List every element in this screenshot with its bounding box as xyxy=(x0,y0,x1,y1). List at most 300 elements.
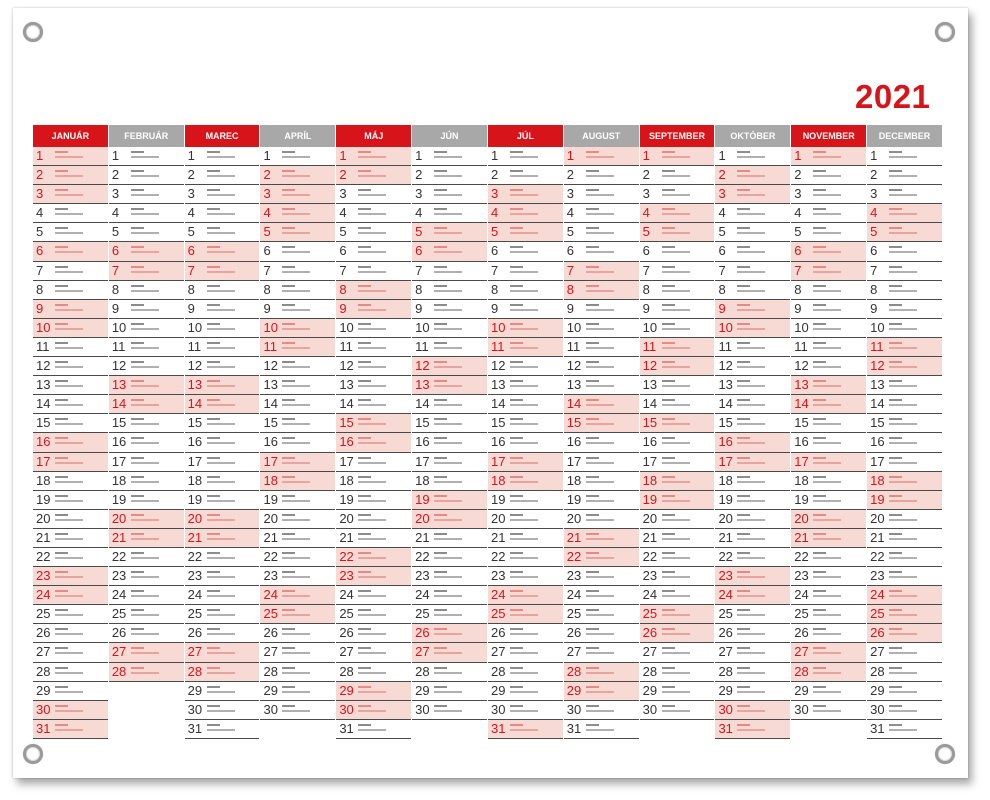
day-cell xyxy=(412,643,487,662)
weekday-nameday-text xyxy=(282,226,332,239)
month-column xyxy=(791,125,867,739)
month-header: AUGUST xyxy=(564,125,639,147)
day-number: 23 xyxy=(263,568,278,584)
weekday-nameday-text xyxy=(889,589,939,602)
weekday-nameday-text xyxy=(662,303,712,316)
day-cell xyxy=(715,147,790,166)
day-number: 16 xyxy=(36,434,51,450)
weekday-nameday-text xyxy=(434,284,484,297)
day-number: 18 xyxy=(566,472,582,488)
day-cell xyxy=(109,663,184,682)
day-cell xyxy=(867,223,942,242)
day-number: 5 xyxy=(36,224,44,240)
day-cell xyxy=(564,605,639,624)
weekday-nameday-text xyxy=(207,207,257,220)
weekday-nameday-text xyxy=(55,608,105,621)
empty-day-cell xyxy=(791,720,866,739)
weekday-nameday-text xyxy=(358,150,408,163)
weekday-nameday-text xyxy=(586,226,636,239)
day-cell xyxy=(640,567,715,586)
day-number: 7 xyxy=(870,262,878,278)
grommet-icon xyxy=(23,22,43,42)
day-number: 17 xyxy=(870,453,885,469)
weekday-nameday-text xyxy=(207,436,257,449)
day-cell xyxy=(791,300,866,319)
weekday-nameday-text xyxy=(586,685,636,698)
day-number: 26 xyxy=(870,625,885,641)
day-cell xyxy=(185,701,260,720)
day-cell xyxy=(715,166,790,185)
day-number: 29 xyxy=(36,682,51,698)
day-number: 28 xyxy=(187,663,203,679)
weekday-nameday-text xyxy=(55,456,105,469)
day-cell xyxy=(488,529,563,548)
day-cell xyxy=(260,586,335,605)
day-number: 6 xyxy=(566,243,575,259)
day-number: 14 xyxy=(187,396,203,412)
day-number: 5 xyxy=(490,224,499,240)
day-cell xyxy=(640,242,715,261)
day-cell xyxy=(109,242,184,261)
weekday-nameday-text xyxy=(131,169,181,182)
weekday-nameday-text xyxy=(434,685,484,698)
weekday-nameday-text xyxy=(282,303,332,316)
day-cell xyxy=(715,643,790,662)
day-cell xyxy=(564,720,639,739)
month-column xyxy=(33,125,109,739)
day-cell xyxy=(33,338,108,357)
day-number: 27 xyxy=(718,644,733,660)
day-cell xyxy=(715,185,790,204)
weekday-nameday-text xyxy=(131,513,181,526)
weekday-nameday-text xyxy=(434,513,484,526)
day-cell xyxy=(185,357,260,376)
weekday-nameday-text xyxy=(586,417,636,430)
day-cell xyxy=(715,605,790,624)
day-cell xyxy=(412,281,487,300)
day-number: 7 xyxy=(566,262,575,278)
weekday-nameday-text xyxy=(207,627,257,640)
day-cell xyxy=(33,185,108,204)
weekday-nameday-text xyxy=(662,513,712,526)
day-cell xyxy=(488,491,563,510)
weekday-nameday-text xyxy=(737,723,787,736)
day-cell xyxy=(412,147,487,166)
day-number: 19 xyxy=(187,491,203,507)
day-cell xyxy=(260,682,335,701)
weekday-nameday-text xyxy=(510,627,560,640)
day-cell xyxy=(260,567,335,586)
day-cell xyxy=(488,472,563,491)
day-cell xyxy=(109,643,184,662)
day-number: 13 xyxy=(263,377,278,393)
month-column xyxy=(715,125,791,739)
day-cell xyxy=(564,472,639,491)
day-cell xyxy=(33,166,108,185)
day-cell xyxy=(412,262,487,281)
day-cell xyxy=(260,472,335,491)
day-number: 28 xyxy=(36,663,51,679)
weekday-nameday-text xyxy=(434,303,484,316)
day-cell xyxy=(260,548,335,567)
day-number: 25 xyxy=(36,606,51,622)
weekday-nameday-text xyxy=(434,608,484,621)
day-cell xyxy=(336,586,411,605)
day-cell xyxy=(260,147,335,166)
day-cell xyxy=(488,357,563,376)
day-number: 21 xyxy=(794,529,809,545)
weekday-nameday-text xyxy=(662,532,712,545)
weekday-nameday-text xyxy=(737,551,787,564)
day-cell xyxy=(791,166,866,185)
weekday-nameday-text xyxy=(889,627,939,640)
day-cell xyxy=(867,281,942,300)
weekday-nameday-text xyxy=(207,226,257,239)
day-number: 18 xyxy=(263,472,278,488)
weekday-nameday-text xyxy=(207,322,257,335)
day-number: 19 xyxy=(642,491,658,507)
weekday-nameday-text xyxy=(737,360,787,373)
weekday-nameday-text xyxy=(737,589,787,602)
day-cell xyxy=(336,223,411,242)
day-cell xyxy=(791,433,866,452)
day-cell xyxy=(488,510,563,529)
day-number: 19 xyxy=(794,491,809,507)
day-cell xyxy=(564,491,639,510)
weekday-nameday-text xyxy=(358,723,408,736)
weekday-nameday-text xyxy=(358,284,408,297)
weekday-nameday-text xyxy=(889,475,939,488)
day-number: 18 xyxy=(870,472,885,488)
day-cell xyxy=(336,510,411,529)
day-cell xyxy=(715,720,790,739)
weekday-nameday-text xyxy=(737,150,787,163)
day-number: 15 xyxy=(263,415,278,431)
day-number: 22 xyxy=(111,548,127,564)
weekday-nameday-text xyxy=(510,704,560,717)
day-number: 26 xyxy=(718,625,733,641)
day-number: 10 xyxy=(36,319,51,335)
day-cell xyxy=(33,281,108,300)
day-cell xyxy=(715,682,790,701)
weekday-nameday-text xyxy=(55,360,105,373)
day-number: 13 xyxy=(415,377,430,393)
day-cell xyxy=(715,223,790,242)
day-number: 12 xyxy=(415,358,430,374)
day-cell xyxy=(640,395,715,414)
day-cell xyxy=(260,281,335,300)
day-cell xyxy=(715,433,790,452)
day-number: 27 xyxy=(566,644,582,660)
day-number: 5 xyxy=(870,224,878,240)
day-number: 12 xyxy=(187,358,203,374)
day-cell xyxy=(640,682,715,701)
day-number: 14 xyxy=(794,396,809,412)
weekday-nameday-text xyxy=(586,494,636,507)
day-cell xyxy=(336,242,411,261)
day-cell xyxy=(640,529,715,548)
day-cell xyxy=(640,357,715,376)
day-cell xyxy=(564,262,639,281)
day-cell xyxy=(33,262,108,281)
day-cell xyxy=(412,204,487,223)
day-cell xyxy=(867,586,942,605)
day-cell xyxy=(640,262,715,281)
day-number: 15 xyxy=(415,415,430,431)
weekday-nameday-text xyxy=(586,704,636,717)
day-number: 29 xyxy=(566,682,582,698)
day-cell xyxy=(185,472,260,491)
weekday-nameday-text xyxy=(282,417,332,430)
weekday-nameday-text xyxy=(813,188,863,201)
weekday-nameday-text xyxy=(510,494,560,507)
day-number: 18 xyxy=(339,472,354,488)
day-cell xyxy=(109,624,184,643)
day-number: 19 xyxy=(718,491,733,507)
day-cell xyxy=(564,395,639,414)
weekday-nameday-text xyxy=(207,475,257,488)
weekday-nameday-text xyxy=(358,646,408,659)
day-cell xyxy=(412,491,487,510)
day-number: 3 xyxy=(111,186,120,202)
weekday-nameday-text xyxy=(434,589,484,602)
weekday-nameday-text xyxy=(889,245,939,258)
day-number: 28 xyxy=(263,663,278,679)
weekday-nameday-text xyxy=(358,169,408,182)
weekday-nameday-text xyxy=(131,303,181,316)
weekday-nameday-text xyxy=(207,608,257,621)
day-cell xyxy=(791,472,866,491)
day-cell xyxy=(488,663,563,682)
day-number: 23 xyxy=(718,568,733,584)
weekday-nameday-text xyxy=(55,513,105,526)
day-cell xyxy=(791,242,866,261)
day-number: 2 xyxy=(187,167,195,183)
month-column xyxy=(109,125,185,739)
weekday-nameday-text xyxy=(434,169,484,182)
day-number: 25 xyxy=(490,606,506,622)
weekday-nameday-text xyxy=(889,551,939,564)
day-number: 14 xyxy=(718,396,733,412)
day-number: 11 xyxy=(642,338,657,354)
day-number: 4 xyxy=(794,205,802,221)
weekday-nameday-text xyxy=(207,646,257,659)
weekday-nameday-text xyxy=(55,245,105,258)
empty-day-cell xyxy=(109,682,184,701)
weekday-nameday-text xyxy=(737,666,787,679)
day-cell xyxy=(488,319,563,338)
day-number: 29 xyxy=(642,682,658,698)
day-number: 9 xyxy=(794,300,802,316)
day-cell xyxy=(260,223,335,242)
day-number: 5 xyxy=(263,224,271,240)
weekday-nameday-text xyxy=(207,303,257,316)
weekday-nameday-text xyxy=(662,150,712,163)
day-cell xyxy=(412,357,487,376)
weekday-nameday-text xyxy=(662,589,712,602)
day-cell xyxy=(109,262,184,281)
day-number: 3 xyxy=(718,186,726,202)
day-number: 21 xyxy=(490,529,506,545)
day-cell xyxy=(412,319,487,338)
day-cell xyxy=(336,338,411,357)
weekday-nameday-text xyxy=(586,666,636,679)
weekday-nameday-text xyxy=(510,284,560,297)
day-number: 1 xyxy=(490,148,499,163)
day-cell xyxy=(564,242,639,261)
day-number: 3 xyxy=(794,186,802,202)
day-number: 22 xyxy=(718,548,733,564)
day-number: 16 xyxy=(794,434,809,450)
weekday-nameday-text xyxy=(889,532,939,545)
day-cell xyxy=(33,510,108,529)
day-cell xyxy=(564,548,639,567)
day-cell xyxy=(185,166,260,185)
day-cell xyxy=(109,376,184,395)
day-number: 24 xyxy=(263,587,278,603)
day-cell xyxy=(260,663,335,682)
day-number: 5 xyxy=(339,224,347,240)
weekday-nameday-text xyxy=(586,627,636,640)
day-number: 3 xyxy=(490,186,499,202)
day-number: 4 xyxy=(870,205,878,221)
day-cell xyxy=(564,701,639,720)
day-number: 5 xyxy=(187,224,195,240)
day-cell xyxy=(715,300,790,319)
day-number: 24 xyxy=(415,587,430,603)
day-cell xyxy=(336,643,411,662)
day-cell xyxy=(488,262,563,281)
day-number: 27 xyxy=(490,644,506,660)
day-cell xyxy=(336,185,411,204)
weekday-nameday-text xyxy=(131,570,181,583)
day-cell xyxy=(867,605,942,624)
weekday-nameday-text xyxy=(737,532,787,545)
day-number: 14 xyxy=(263,396,278,412)
weekday-nameday-text xyxy=(55,551,105,564)
weekday-nameday-text xyxy=(737,417,787,430)
day-number: 21 xyxy=(566,529,582,545)
day-cell xyxy=(715,357,790,376)
weekday-nameday-text xyxy=(510,456,560,469)
day-number: 7 xyxy=(794,262,802,278)
day-cell xyxy=(336,433,411,452)
weekday-nameday-text xyxy=(282,494,332,507)
day-number: 22 xyxy=(490,548,506,564)
day-cell xyxy=(33,586,108,605)
weekday-nameday-text xyxy=(813,265,863,278)
day-number: 4 xyxy=(36,205,44,221)
day-cell xyxy=(564,414,639,433)
weekday-nameday-text xyxy=(889,685,939,698)
day-number: 11 xyxy=(187,338,202,354)
weekday-nameday-text xyxy=(662,704,712,717)
weekday-nameday-text xyxy=(358,303,408,316)
day-cell xyxy=(488,624,563,643)
day-number: 28 xyxy=(794,663,809,679)
day-number: 21 xyxy=(36,529,51,545)
day-number: 3 xyxy=(339,186,347,202)
weekday-nameday-text xyxy=(813,513,863,526)
weekday-nameday-text xyxy=(889,207,939,220)
day-number: 9 xyxy=(36,300,44,316)
weekday-nameday-text xyxy=(434,245,484,258)
day-cell xyxy=(867,510,942,529)
weekday-nameday-text xyxy=(510,360,560,373)
grommet-icon xyxy=(23,744,43,764)
day-cell xyxy=(412,701,487,720)
day-number: 7 xyxy=(415,262,423,278)
day-number: 1 xyxy=(718,148,726,163)
weekday-nameday-text xyxy=(358,398,408,411)
weekday-nameday-text xyxy=(586,589,636,602)
day-number: 30 xyxy=(642,701,658,717)
day-cell xyxy=(336,147,411,166)
day-cell xyxy=(33,643,108,662)
day-number: 24 xyxy=(718,587,733,603)
day-number: 20 xyxy=(415,510,430,526)
weekday-nameday-text xyxy=(434,360,484,373)
day-cell xyxy=(412,510,487,529)
day-number: 18 xyxy=(794,472,809,488)
weekday-nameday-text xyxy=(662,379,712,392)
weekday-nameday-text xyxy=(55,341,105,354)
day-cell xyxy=(260,510,335,529)
weekday-nameday-text xyxy=(282,341,332,354)
day-number: 22 xyxy=(339,548,354,564)
weekday-nameday-text xyxy=(737,265,787,278)
weekday-nameday-text xyxy=(813,570,863,583)
day-cell xyxy=(185,491,260,510)
day-cell xyxy=(867,242,942,261)
day-number: 28 xyxy=(870,663,885,679)
day-cell xyxy=(564,166,639,185)
weekday-nameday-text xyxy=(737,169,787,182)
day-number: 10 xyxy=(415,319,430,335)
day-cell xyxy=(640,643,715,662)
day-cell xyxy=(867,663,942,682)
day-cell xyxy=(488,720,563,739)
weekday-nameday-text xyxy=(434,494,484,507)
weekday-nameday-text xyxy=(586,608,636,621)
day-cell xyxy=(336,491,411,510)
day-number: 4 xyxy=(718,205,726,221)
day-number: 4 xyxy=(111,205,120,221)
day-cell xyxy=(260,624,335,643)
day-number: 15 xyxy=(566,415,582,431)
weekday-nameday-text xyxy=(282,398,332,411)
day-cell xyxy=(33,567,108,586)
day-number: 31 xyxy=(339,720,354,736)
day-number: 14 xyxy=(36,396,51,412)
day-cell xyxy=(33,223,108,242)
weekday-nameday-text xyxy=(737,341,787,354)
weekday-nameday-text xyxy=(434,417,484,430)
day-number: 8 xyxy=(263,281,271,297)
day-cell xyxy=(564,185,639,204)
day-number: 19 xyxy=(111,491,127,507)
day-number: 16 xyxy=(415,434,430,450)
day-number: 11 xyxy=(794,338,808,354)
day-number: 19 xyxy=(36,491,51,507)
day-cell xyxy=(791,643,866,662)
day-cell xyxy=(412,624,487,643)
day-number: 20 xyxy=(263,510,278,526)
day-number: 10 xyxy=(339,319,354,335)
empty-day-cell xyxy=(109,720,184,739)
weekday-nameday-text xyxy=(813,379,863,392)
day-cell xyxy=(33,204,108,223)
